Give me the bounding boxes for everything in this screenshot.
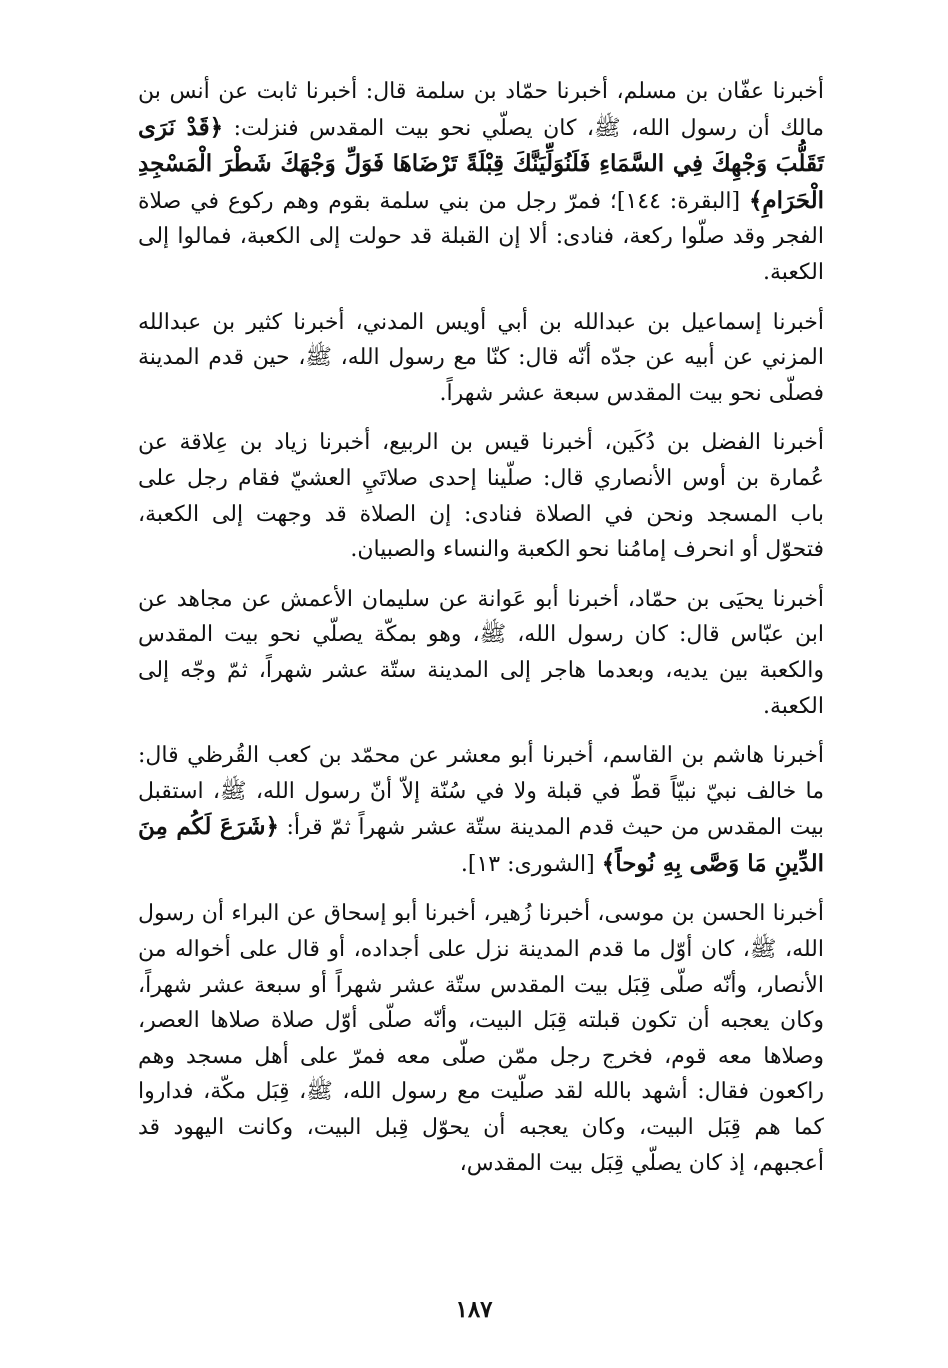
narration-text: أخبرنا الحسن بن موسى، أخبرنا زُهير، أخبرنا أبو إسحاق عن البراء أن رسول الله، ﷺ، كان أوّل ما قدم المدينة نزل على أجداده، أو قال على أخواله من الأنصار، وأنّه صلّى قِبَل بيت المقدس ستّة عشر شهراً أو سبعة عشر شهراً، وكان يعجبه أن تكون قبلته قِبَل البيت، وأنّه صلّى أوّل صلاة صلاها العصر، وصلاها معه قوم، فخرج رجل ممّن صلّى معه فمرّ على أهل مسجد وهم راكعون فقال: أشهد بالله لقد صلّيت مع رسول الله، ﷺ، قِبَل مكّة، فداروا كما هم قِبَل البيت، وكان يعجبه أن يحوّل قِبل البيت، وكانت اليهود قد أعجبهم، إذ كان يصلّي قِبَل بيت المقدس، [138,901,824,1176]
narration-text: أخبرنا الفضل بن دُكَين، أخبرنا قيس بن الربيع، أخبرنا زياد بن عِلاقة عن عُمارة بن أوس الأنصاري قال: صلّينا إحدى صلاتَيِ العشيّ فقام رجل على باب المسجد ونحن في الصلاة فنادى: إن الصلاة قد وجهت إلى الكعبة، فتحوّل أو انحرف إمامُنا نحو الكعبة والنساء والصبيان. [138,430,824,563]
quran-verse: ﴿قَدْ نَرَى تَقَلُّبَ وَجْهِكَ فِي السَّمَاءِ فَلَنُوَلِّيَنَّكَ قِبْلَةً تَرْضَاهَا فَوَلِّ وَجْهَكَ شَطْرَ الْمَسْجِدِ الْحَرَامِ﴾ [138,113,824,214]
page-number: ١٨٧ [455,1296,493,1323]
narration-text: أخبرنا هاشم بن القاسم، أخبرنا أبو معشر عن محمّد بن كعب القُرظي قال: ما خالف نبيّ نبيّاً قطّ في قبلة ولا في سُنّة إلاّ أنّ رسول الله، ﷺ، استقبل بيت المقدس من حيث قدم المدينة ستّة عشر شهراً ثمّ قرأ: [138,743,824,841]
paragraph-5 [138,738,824,882]
quran-verse: ﴿شَرَعَ لَكُم مِنَ الدِّينِ مَا وَصَّى بِهِ نُوحاً﴾ [138,813,824,877]
main-text-block [138,74,824,1195]
narration-text: أخبرنا إسماعيل بن عبدالله بن أبي أويس المدني، أخبرنا كثير بن عبدالله المزني عن أبيه عن جدّه أنّه قال: كنّا مع رسول الله، ﷺ، حين قدم المدينة فصلّى نحو بيت المقدس سبعة عشر شهراً. [138,309,824,406]
paragraph-3 [138,425,824,567]
narration-text: [البقرة: ١٤٤]؛ فمرّ رجل من بني سلمة بقوم وهم ركوع في صلاة الفجر وقد صلّوا ركعة، فنادى: ألا إن القبلة قد حولت إلى الكعبة، فمالوا إلى الكعبة. [138,188,824,285]
narration-text: أخبرنا يحيَى بن حمّاد، أخبرنا أبو عَوانة عن سليمان الأعمش عن مجاهد عن ابن عبّاس قال: كان رسول الله، ﷺ، وهو بمكّة يصلّي نحو بيت المقدس والكعبة بين يديه، وبعدما هاجر إلى المدينة ستّة عشر شهراً، ثمّ وجّه إلى الكعبة. [138,586,824,719]
paragraph-2 [138,305,824,412]
paragraph-4 [138,582,824,724]
paragraph-1 [138,74,824,291]
narration-text: [الشورى: ١٣]. [460,851,602,877]
narration-text: أخبرنا عفّان بن مسلم، أخبرنا حمّاد بن سلمة قال: أخبرنا ثابت عن أنس بن مالك أن رسول الله، ﷺ، كان يصلّي نحو بيت المقدس فنزلت: [138,79,824,141]
paragraph-6 [138,896,824,1181]
scan-edge-mark [929,24,930,25]
